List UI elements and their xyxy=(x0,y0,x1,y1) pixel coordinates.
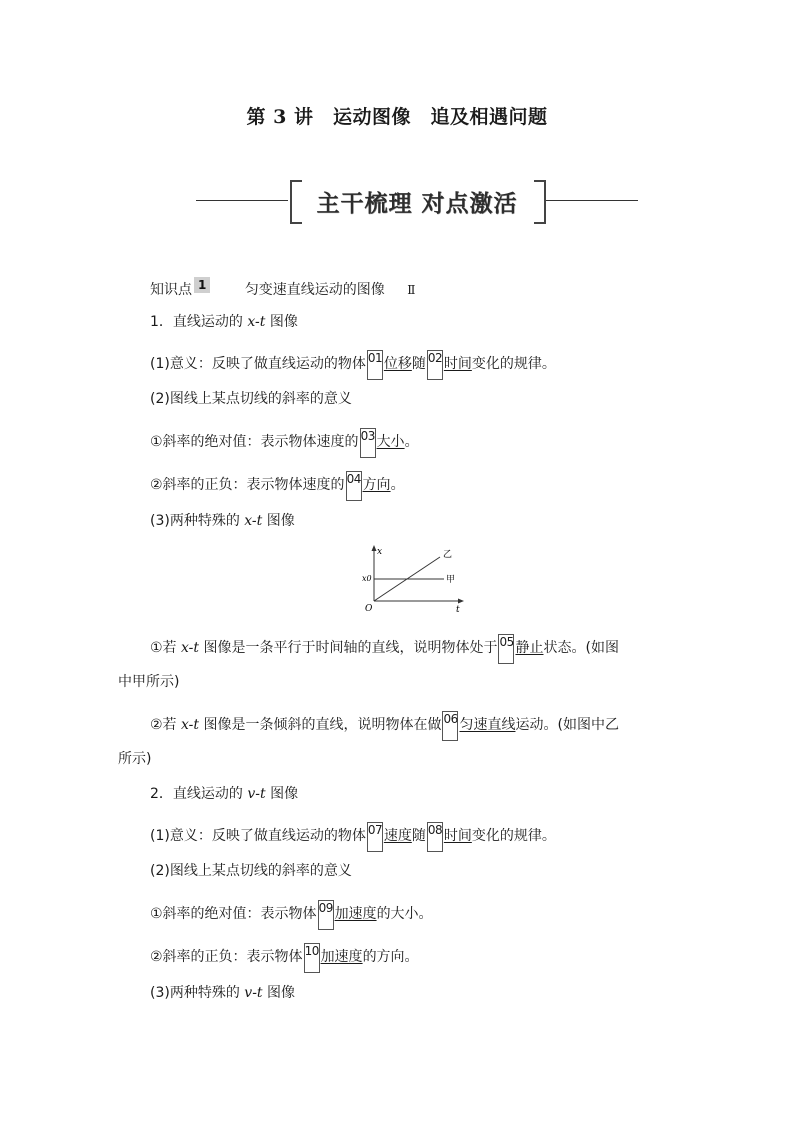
blank-number-08: 08 xyxy=(427,823,443,837)
s1-meaning-mid: 随 xyxy=(411,356,426,372)
blank-box-02 xyxy=(427,350,443,380)
line-yi-label: 乙 xyxy=(443,550,453,560)
blank-box-03 xyxy=(360,428,376,458)
knowledge-point-heading xyxy=(150,277,415,299)
s2-heading-pre: 2．直线运动的 xyxy=(150,786,248,802)
s2-sign-pre: ②斜率的正负：表示物体 xyxy=(150,949,303,965)
blank-number-07: 07 xyxy=(367,823,383,837)
answer-05: 静止 xyxy=(515,640,544,656)
s1-meaning-pre: (1)意义：反映了做直线运动的物体 xyxy=(150,356,366,372)
s2-meaning xyxy=(150,822,556,852)
s1-p1-post: 状态。(如图 xyxy=(543,640,619,656)
s1-sign-pre: ②斜率的正负：表示物体速度的 xyxy=(150,477,345,493)
s1-para1-cont: 中甲所示) xyxy=(118,674,180,690)
blank-box-08 xyxy=(427,822,443,852)
banner-bracket-right xyxy=(534,180,546,224)
blank-box-10 xyxy=(304,943,320,973)
blank-box-07 xyxy=(367,822,383,852)
answer-04: 方向 xyxy=(362,477,391,493)
blank-number-02: 02 xyxy=(427,351,443,365)
s1-p2-mid: 图像是一条倾斜的直线，说明物体在做 xyxy=(199,717,442,733)
s1-special-heading xyxy=(150,512,295,530)
s1-p1-mid: 图像是一条平行于时间轴的直线，说明物体处于 xyxy=(199,640,498,656)
blank-number-04: 04 xyxy=(346,472,361,486)
s1-abs-post: 。 xyxy=(404,434,419,450)
x-axis-label: x xyxy=(377,547,383,557)
s2-slope-sign xyxy=(150,943,419,973)
s1-slope-heading: (2)图线上某点切线的斜率的意义 xyxy=(150,391,352,407)
blank-number-10: 10 xyxy=(304,944,319,958)
answer-10: 加速度 xyxy=(320,949,363,965)
origin-label: O xyxy=(365,604,373,613)
s2-special-pre: (3)两种特殊的 xyxy=(150,985,245,1001)
blank-box-05 xyxy=(498,634,514,664)
s1-slope-sign xyxy=(150,471,405,501)
s2-special-heading xyxy=(150,984,295,1002)
s2-abs-pre: ①斜率的绝对值：表示物体 xyxy=(150,906,317,922)
x0-label: x0 xyxy=(362,574,372,583)
answer-09: 加速度 xyxy=(334,906,377,922)
section-banner xyxy=(196,172,638,228)
answer-02: 时间 xyxy=(443,356,472,372)
blank-number-09: 09 xyxy=(318,901,333,915)
s1-p2-post: 运动。(如图中乙 xyxy=(515,717,619,733)
t-axis-label: t xyxy=(456,605,460,613)
s2-abs-post: 的大小。 xyxy=(376,906,433,922)
banner-text: 主干梳理 对点激活 xyxy=(316,190,518,217)
s1-special-pre: (3)两种特殊的 xyxy=(150,513,245,529)
xt-graph-figure xyxy=(360,541,470,613)
knowledge-label: 知识点 xyxy=(150,282,192,298)
s1-sign-post: 。 xyxy=(390,477,405,493)
blank-box-09 xyxy=(318,900,334,930)
blank-box-04 xyxy=(346,471,362,501)
s1-meaning xyxy=(150,350,556,380)
blank-number-05: 05 xyxy=(499,635,514,649)
s1-p1-var: x-t xyxy=(181,640,200,656)
knowledge-level: Ⅱ xyxy=(407,283,416,297)
page-title: 第 3 讲 运动图像 追及相遇问题 xyxy=(246,106,548,128)
s1-meaning-post: 变化的规律。 xyxy=(471,356,556,372)
t-axis-arrow xyxy=(458,599,464,604)
s1-heading-var: x-t xyxy=(247,314,266,330)
banner-bracket-left xyxy=(290,180,302,224)
s2-meaning-post: 变化的规律。 xyxy=(471,828,556,844)
answer-08: 时间 xyxy=(443,828,472,844)
answer-01: 位移 xyxy=(383,356,412,372)
s2-heading xyxy=(150,785,298,803)
s2-heading-post: 图像 xyxy=(265,786,299,802)
s2-special-post: 图像 xyxy=(262,985,295,1001)
line-jia-label: 甲 xyxy=(446,575,456,585)
s2-meaning-mid: 随 xyxy=(411,828,426,844)
blank-box-01 xyxy=(367,350,383,380)
s2-heading-var: v-t xyxy=(247,786,266,802)
xt-graph-svg xyxy=(360,541,470,613)
answer-06: 匀速直线 xyxy=(459,717,516,733)
answer-03: 大小 xyxy=(376,434,405,450)
s1-slope-abs xyxy=(150,428,419,458)
s2-slope-heading: (2)图线上某点切线的斜率的意义 xyxy=(150,863,352,879)
banner-rule-left xyxy=(196,200,288,201)
blank-box-06 xyxy=(442,711,458,741)
knowledge-number-badge: 1 xyxy=(194,277,210,293)
s1-p2-var: x-t xyxy=(181,717,200,733)
s1-heading xyxy=(150,313,298,331)
blank-number-03: 03 xyxy=(360,429,375,443)
s1-special-post: 图像 xyxy=(262,513,295,529)
s1-heading-pre: 1．直线运动的 xyxy=(150,314,248,330)
blank-number-06: 06 xyxy=(443,712,458,726)
knowledge-topic: 匀变速直线运动的图像 xyxy=(244,282,385,298)
s1-para2 xyxy=(150,711,619,741)
s1-p2-pre: ②若 xyxy=(150,717,182,733)
s1-para1 xyxy=(150,634,619,664)
answer-07: 速度 xyxy=(383,828,412,844)
blank-number-01: 01 xyxy=(367,351,383,365)
s1-para2-cont: 所示) xyxy=(118,751,152,767)
s1-special-var: x-t xyxy=(244,513,263,529)
s2-special-var: v-t xyxy=(244,985,263,1001)
x-axis-arrow xyxy=(372,545,377,551)
s2-meaning-pre: (1)意义：反映了做直线运动的物体 xyxy=(150,828,366,844)
s2-slope-abs xyxy=(150,900,433,930)
banner-rule-right xyxy=(546,200,638,201)
s1-abs-pre: ①斜率的绝对值：表示物体速度的 xyxy=(150,434,359,450)
s1-heading-post: 图像 xyxy=(265,314,298,330)
s1-p1-pre: ①若 xyxy=(150,640,182,656)
s2-sign-post: 的方向。 xyxy=(362,949,419,965)
